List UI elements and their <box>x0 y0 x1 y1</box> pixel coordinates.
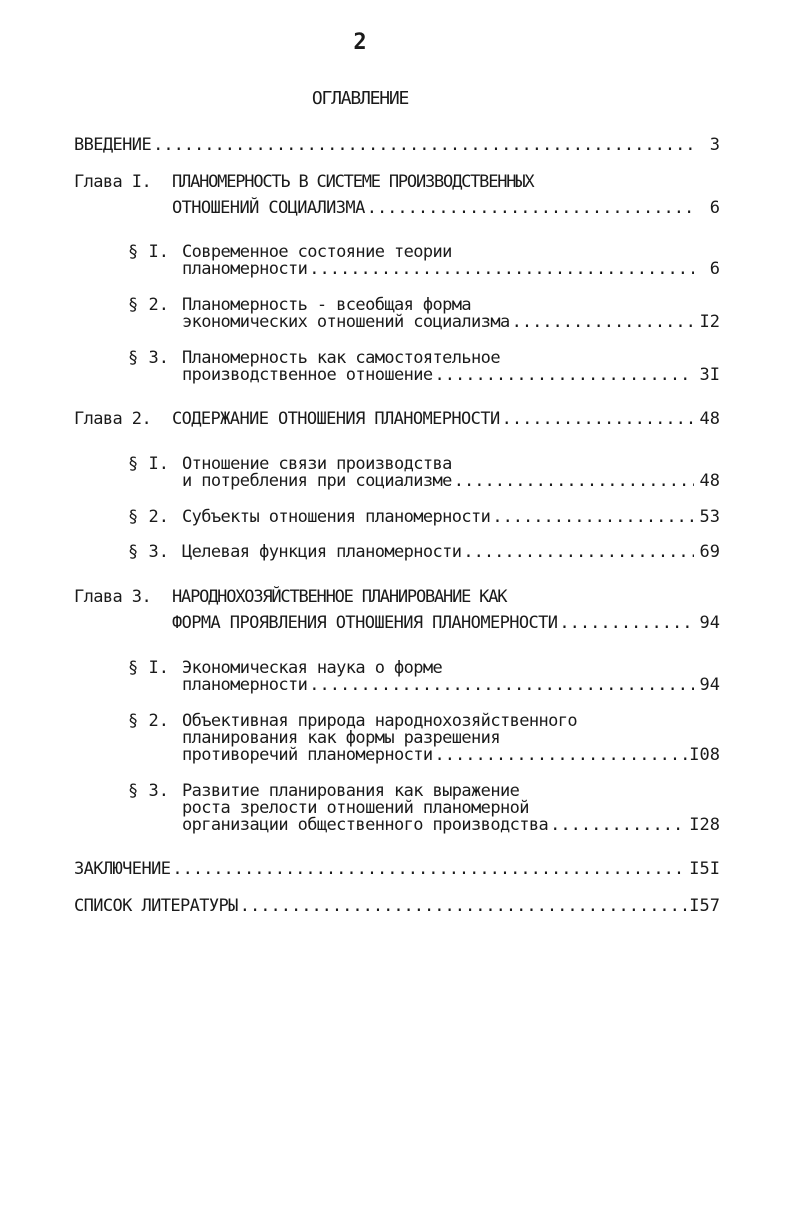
section-title-line: планомерности <box>182 259 308 279</box>
section-mark: § 3. <box>128 542 169 562</box>
toc-entry-page: 94 <box>699 675 720 695</box>
section-title-line: планомерности <box>182 675 308 695</box>
section-title-line: планирования как формы разрешения <box>182 728 500 748</box>
section-title-line: Целевая функция планомерности <box>182 542 462 562</box>
toc-entry-page: 6 <box>709 259 720 279</box>
section-mark: § 3. <box>128 781 169 801</box>
toc-entry-section <box>182 745 720 765</box>
leader-dots <box>240 896 687 916</box>
toc-entry-conclusion <box>74 859 720 879</box>
toc-entry-page: I57 <box>689 896 720 916</box>
section-mark: § 3. <box>128 348 169 368</box>
section-title-line: Развитие планирования как выражение <box>182 781 520 801</box>
leader-dots <box>309 259 694 279</box>
toc-entry-section <box>182 507 720 527</box>
toc-entry-page: I5I <box>689 859 720 879</box>
leader-dots <box>172 859 687 879</box>
leader-dots <box>559 613 694 633</box>
chapter-prefix: Глава 2. <box>74 409 152 429</box>
chapter-prefix: Глава I. <box>74 172 152 192</box>
toc-entry-section <box>182 365 720 385</box>
chapter-title-line: ОТНОШЕНИЙ СОЦИАЛИЗМА <box>172 198 365 218</box>
section-title-line: Субъекты отношения планомерности <box>182 507 491 527</box>
toc-entry-intro <box>74 135 720 155</box>
chapter-title-line: ФОРМА ПРОЯВЛЕНИЯ ОТНОШЕНИЯ ПЛАНОМЕРНОСТИ <box>172 613 558 633</box>
toc-entry-page: 3I <box>699 365 720 385</box>
section-mark: § 2. <box>128 295 169 315</box>
toc-entry-section <box>182 312 720 332</box>
chapter-title-line: НАРОДНОХОЗЯЙСТВЕННОЕ ПЛАНИРОВАНИЕ КАК <box>172 587 507 607</box>
leader-dots <box>463 542 694 562</box>
chapter-title-line: ПЛАНОМЕРНОСТЬ В СИСТЕМЕ ПРОИЗВОДСТВЕННЫХ <box>172 172 534 192</box>
section-mark: § 2. <box>128 507 169 527</box>
toc-entry-page: I08 <box>689 745 720 765</box>
toc-entry-section <box>182 675 720 695</box>
leader-dots <box>492 507 694 527</box>
toc-entry-page: 3 <box>709 135 720 155</box>
section-title-line: Планомерность - всеобщая форма <box>182 295 472 315</box>
section-mark: § I. <box>128 454 169 474</box>
toc-entry-section <box>182 815 720 835</box>
leader-dots <box>454 471 694 491</box>
toc-entry-section <box>182 542 720 562</box>
toc-entry-page: I2 <box>699 312 720 332</box>
leader-dots <box>512 312 694 332</box>
section-mark: § I. <box>128 658 169 678</box>
toc-entry-page: 48 <box>699 471 720 491</box>
leader-dots <box>153 135 694 155</box>
leader-dots <box>367 198 694 218</box>
toc-entry-ch1 <box>172 198 720 218</box>
leader-dots <box>435 365 694 385</box>
toc-entry-page: 6 <box>709 198 720 218</box>
section-title-line: Отношение связи производства <box>182 454 452 474</box>
section-title-line: организации общественного производства <box>182 815 549 835</box>
toc-entry-label: ЗАКЛЮЧЕНИЕ <box>74 859 171 879</box>
toc-entry-label: СПИСОК ЛИТЕРАТУРЫ <box>74 896 238 916</box>
section-mark: § 2. <box>128 711 169 731</box>
toc-entry-page: 53 <box>699 507 720 527</box>
section-title-line: Современное состояние теории <box>182 242 452 262</box>
leader-dots <box>502 409 694 429</box>
toc-entry-ch3 <box>172 613 720 633</box>
page-number: 2 <box>353 30 367 55</box>
section-title-line: Объективная природа народнохозяйственного <box>182 711 578 731</box>
toc-entry-section <box>182 259 720 279</box>
chapter-title-line: СОДЕРЖАНИЕ ОТНОШЕНИЯ ПЛАНОМЕРНОСТИ <box>172 409 500 429</box>
section-title-line: и потребления при социализме <box>182 471 452 491</box>
toc-entry-bibliography <box>74 896 720 916</box>
section-title-line: производственное отношение <box>182 365 433 385</box>
toc-entry-page: 48 <box>699 409 720 429</box>
leader-dots <box>309 675 694 695</box>
chapter-prefix: Глава 3. <box>74 587 152 607</box>
section-title-line: противоречий планомерности <box>182 745 433 765</box>
section-mark: § I. <box>128 242 169 262</box>
toc-entry-page: 94 <box>699 613 720 633</box>
leader-dots <box>550 815 687 835</box>
section-title-line: экономических отношений социализма <box>182 312 510 332</box>
section-title-line: Экономическая наука о форме <box>182 658 443 678</box>
toc-entry-ch2 <box>172 409 720 429</box>
toc-entry-label: ВВЕДЕНИЕ <box>74 135 152 155</box>
toc-entry-page: 69 <box>699 542 720 562</box>
section-title-line: Планомерность как самостоятельное <box>182 348 500 368</box>
leader-dots <box>435 745 688 765</box>
toc-entry-section <box>182 471 720 491</box>
toc-title: ОГЛАВЛЕНИЕ <box>311 88 409 109</box>
toc-entry-page: I28 <box>689 815 720 835</box>
section-title-line: роста зрелости отношений планомерной <box>182 798 529 818</box>
